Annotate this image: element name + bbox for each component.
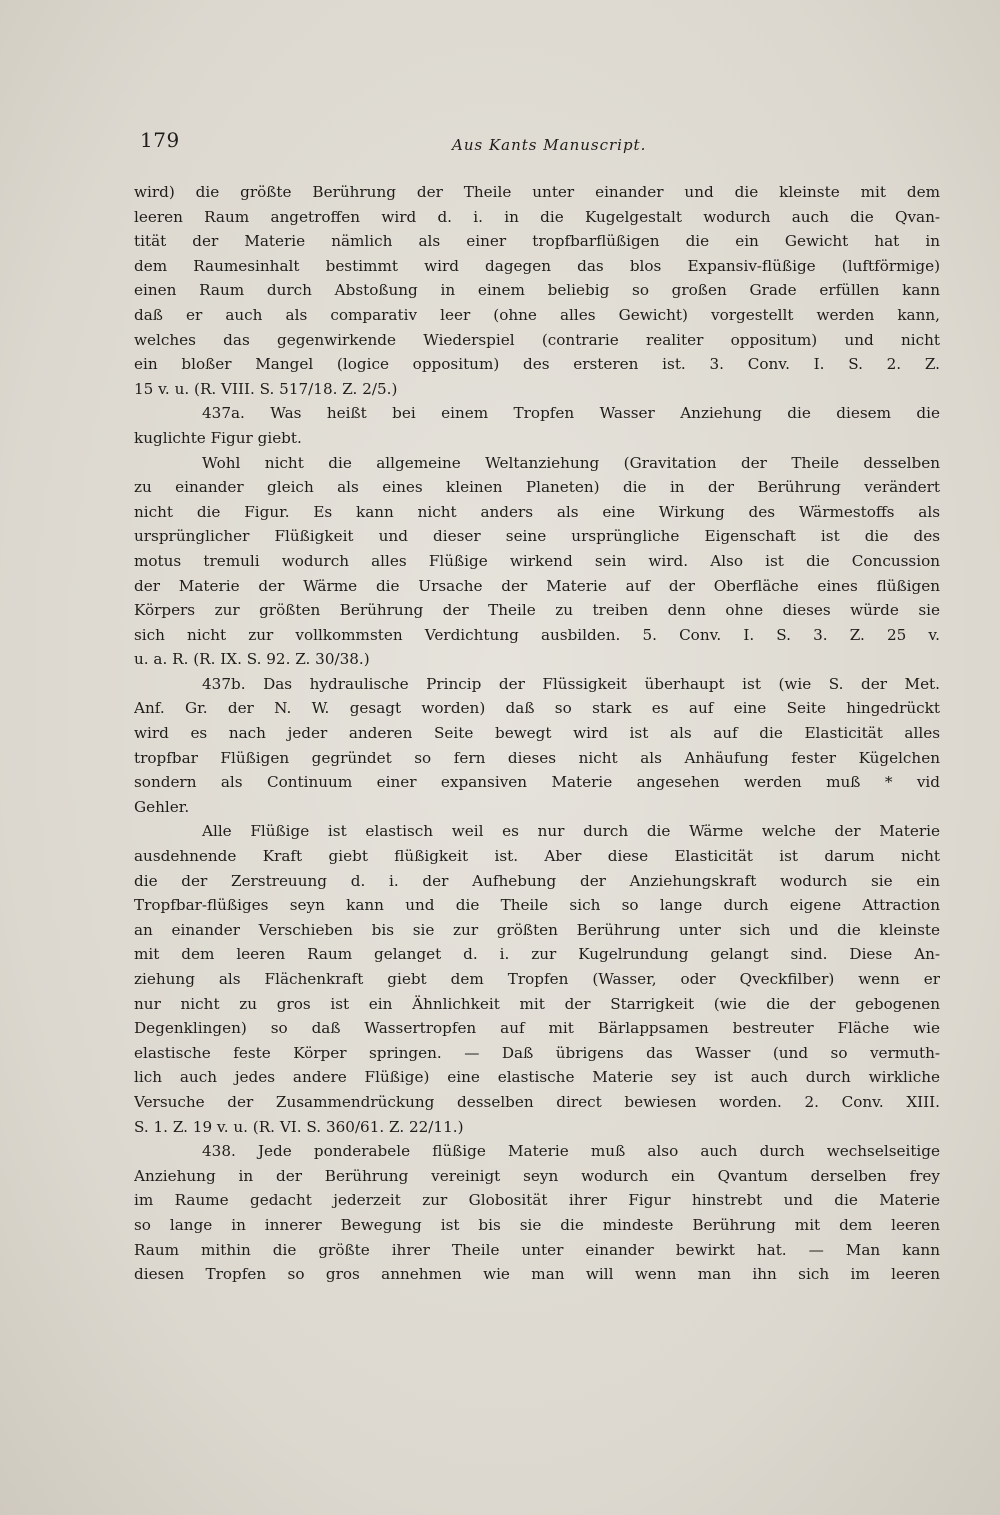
text-line: ausdehnende Kraft giebt flüßigkeit ist. Aber diese Elasticität ist darum nicht (134, 847, 940, 866)
text-line: Körpers zur größten Berührung der Theile zu treiben denn ohne dieses würde sie (134, 601, 940, 620)
text-line: sondern als Continuum einer expansiven Materie angesehen werden muß * vid (134, 773, 940, 792)
text-line: S. 1. Z. 19 v. u. (R. VI. S. 360/61. Z. 22/11.) (134, 1117, 464, 1136)
text-line: Anf. Gr. der N. W. gesagt worden) daß so stark es auf eine Seite hingedrückt (134, 699, 940, 718)
body-text (134, 180, 940, 1287)
text-line: Anziehung in der Berührung vereinigt seyn wodurch ein Qvantum derselben frey (134, 1166, 940, 1185)
text-line: tität der Materie nämlich als einer tropfbarflüßigen die ein Gewicht hat in (134, 232, 940, 251)
text-line: zu einander gleich als eines kleinen Planeten) die in der Berührung verändert (134, 478, 940, 497)
text-line: leeren Raum angetroffen wird d. i. in die Kugelgestalt wodurch auch die Qvan- (134, 207, 940, 226)
text-line: Tropfbar-flüßiges seyn kann und die Theile sich so lange durch eigene Attraction (134, 896, 940, 915)
text-line: an einander Verschieben bis sie zur größten Berührung unter sich und die kleinste (134, 920, 940, 939)
text-line: dem Raumesinhalt bestimmt wird dagegen das blos Expansiv-flüßige (luftförmige) (134, 256, 940, 275)
page-number: 179 (140, 128, 180, 152)
text-line: daß er auch als comparativ leer (ohne alles Gewicht) vorgestellt werden kann, (134, 305, 940, 324)
text-line: ein bloßer Mangel (logice oppositum) des ersteren ist. 3. Conv. I. S. 2. Z. (134, 355, 940, 374)
text-line: Versuche der Zusammendrückung desselben direct bewiesen worden. 2. Conv. XIII. (134, 1092, 940, 1111)
text-line: welches das gegenwirkende Wiederspiel (contrarie realiter oppositum) und nicht (134, 330, 940, 349)
text-line: wird) die größte Berührung der Theile unter einander und die kleinste mit dem (134, 183, 940, 201)
text-line: wird es nach jeder anderen Seite bewegt wird ist als auf die Elasticität alles (134, 724, 940, 743)
text-line: so lange in innerer Bewegung ist bis sie die mindeste Berührung mit dem leeren (134, 1215, 940, 1234)
text-line: tropfbar Flüßigen gegründet so fern dieses nicht als Anhäufung fester Kügelchen (134, 748, 940, 767)
text-line: kuglichte Figur giebt. (134, 428, 302, 447)
text-line: Wohl nicht die allgemeine Weltanziehung (Gravitation der Theile desselben (202, 453, 940, 472)
text-line: Alle Flüßige ist elastisch weil es nur durch die Wärme welche der Materie (202, 822, 940, 841)
text-line: die der Zerstreuung d. i. der Aufhebung der Anziehungskraft wodurch sie ein (134, 871, 940, 890)
text-line: diesen Tropfen so gros annehmen wie man will wenn man ihn sich im leeren (134, 1265, 940, 1284)
text-line: lich auch jedes andere Flüßige) eine elastische Materie sey ist auch durch wirkliche (134, 1068, 940, 1087)
text-line: 437b. Das hydraulische Princip der Flüssigkeit überhaupt ist (wie S. der Met. (202, 674, 940, 693)
text-line: nicht die Figur. Es kann nicht anders als eine Wirkung des Wärmestoffs als (134, 502, 940, 521)
text-line: Degenklingen) so daß Wassertropfen auf mit Bärlappsamen bestreuter Fläche wie (134, 1019, 940, 1038)
text-line: Gehler. (134, 797, 190, 816)
text-line: mit dem leeren Raum gelanget d. i. zur Kugelrundung gelangt sind. Diese An- (134, 945, 940, 964)
text-line: u. a. R. (R. IX. S. 92. Z. 30/38.) (134, 650, 370, 669)
page-header (140, 128, 930, 158)
text-line: ursprünglicher Flüßigkeit und dieser seine ursprüngliche Eigenschaft ist die des (134, 527, 940, 546)
text-line: im Raume gedacht jederzeit zur Globosität ihrer Figur hinstrebt und die Materie (134, 1191, 940, 1210)
text-line: ziehung als Flächenkraft giebt dem Tropfen (Wasser, oder Qveckfilber) wenn er (134, 970, 940, 988)
text-line: motus tremuli wodurch alles Flüßige wirkend sein wird. Also ist die Concussion (134, 551, 940, 570)
text-line: nur nicht zu gros ist ein Ähnlichkeit mit der Starrigkeit (wie die der gebogenen (134, 994, 940, 1013)
text-line: einen Raum durch Abstoßung in einem beliebig so großen Grade erfüllen kann (134, 281, 940, 300)
text-line: Raum mithin die größte ihrer Theile unter einander bewirkt hat. — Man kann (134, 1240, 940, 1259)
text-line: der Materie der Wärme die Ursache der Materie auf der Oberfläche eines flüßigen (134, 576, 940, 595)
text-line: sich nicht zur vollkommsten Verdichtung ausbilden. 5. Conv. I. S. 3. Z. 25 v. (134, 625, 940, 644)
text-line: 438. Jede ponderabele flüßige Materie muß also auch durch wechselseitige (202, 1142, 940, 1161)
text-line: 437a. Was heißt bei einem Tropfen Wasser Anziehung die diesem die (202, 404, 940, 423)
running-title: Aus Kants Manuscript. (452, 136, 647, 154)
text-line: elastische feste Körper springen. — Daß übrigens das Wasser (und so vermuth- (134, 1043, 940, 1062)
text-line: 15 v. u. (R. VIII. S. 517/18. Z. 2/5.) (134, 379, 398, 398)
